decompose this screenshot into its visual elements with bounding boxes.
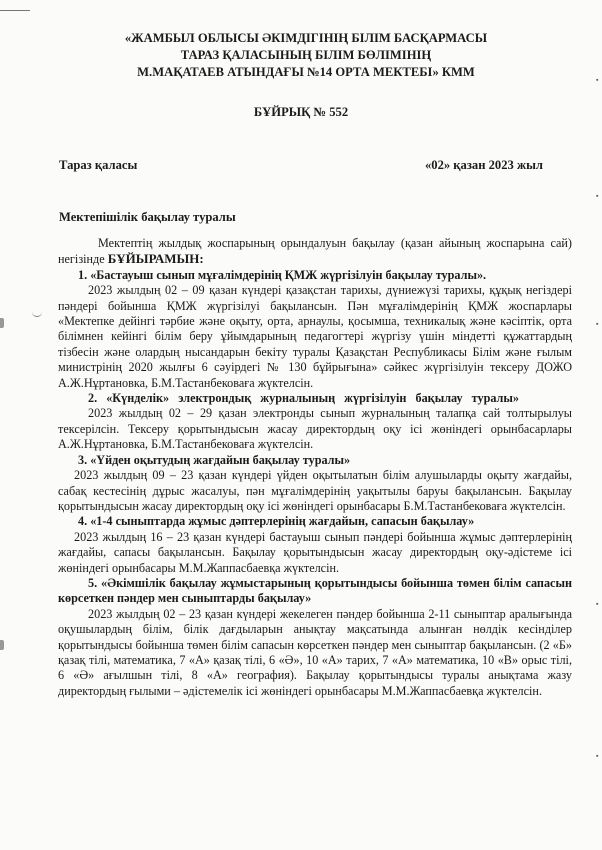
order-date: «02» қазан 2023 жыл (424, 158, 543, 172)
section-5-heading: 5. «Әкімшілік бақылау жұмыстарының қорытындысы бойынша төмен білім сапасын көрсеткен пәндер мен сыныптарды бақылау» (58, 575, 572, 606)
section-1-text: 2023 жылдың 02 – 09 қазан күндері қазақстан тарихы, дүниежүзі тарихы, құқық негіздері пәндері бойынша ҚМЖ жүргізілуі бақылансын. Пән мұғалімдерінің ҚМЖ жоспарлары «Мектепке дейінгі тәрбие және оқыту, орта, арнаулы, қосымша, техникалық және кәсіптік, орта білімнен кейінгі білім беру ұйымдарының педагогтері жүргізу үшін міндетті құжаттардың тізбесін және олардың нысандарын бекіту туралы Қазақстан Республикасы Білім және ғылым министрінің 2020 жылғы 6 сәуірдегі № 130 бұйрығына» сәйкес жүргізілуін тексеру ДОЖО А.Ж.Нұртановка, Б.М.Тастанбековаға жүктелсін. (58, 283, 572, 390)
section-3-heading: 3. «Үйден оқытудың жағдайын бақылау туралы» (78, 452, 351, 467)
scan-mark: ▪ (596, 320, 599, 328)
scan-mark: ▪ (596, 76, 599, 84)
org-line-1: «ЖАМБЫЛ ОБЛЫСЫ ӘКІМДІГІНІҢ БІЛІМ БАСҚАРМАСЫ (124, 31, 488, 45)
org-line-2: ТАРАЗ ҚАЛАСЫНЫҢ БІЛІМ БӨЛІМІНІҢ (180, 48, 432, 62)
scan-mark: ▪ (596, 192, 599, 200)
city: Тараз қаласы (59, 158, 138, 172)
scan-mark (32, 310, 42, 317)
section-5-text: 2023 жылдың 02 – 23 қазан күндері жекелеген пәндер бойынша 2-11 сыныптар аралығында оқушылардың білім, білік дағдыларын анықтау мақсатында алынған нөлдік кесінділер қорытындысы бойынша төмен білім сапасын көрсеткен пәндер мен сыныптар бақылансын. (2 «Б» қазақ тілі, математика, 7 «А» қазақ тілі, 6 «Ә», 10 «А» тарих, 7 «А» математика, 10 «В» орыс тілі, 6 «Ә» ағылшын тілі, 8 «А» география). Бақылау қорытындысы туралы анықтама жазу директордың ғылыми – әдістемелік ісі жөніндегі орынбасары М.М.Жаппасбаевқа жүктелсін. (58, 606, 572, 698)
order-body (58, 236, 572, 699)
org-line-3: М.МАҚАТАЕВ АТЫНДАҒЫ №14 ОРТА МЕКТЕБІ» КММ (137, 65, 475, 79)
scan-mark: ▪ (596, 600, 599, 608)
scan-edge-line (0, 10, 30, 11)
section-3-text: 2023 жылдың 09 – 23 қазан күндері үйден оқытылатын білім алушыларды оқыту жағдайы, сабақ кестесінің дұрыс жасалуы, пән мұғалімдерінің уақытылы баруы бақылансын. Бақылау қорытындысын жасау директордың оқу ісі жөніндегі орынбасары Б.М.Тастанбековаға жүктелсін. (58, 468, 572, 513)
intro-text: Мектептің жылдық жоспарының орындалуын бақылау (қазан айының жоспарына сай) негізінде (58, 236, 572, 267)
order-subject: Мектепішілік бақылау туралы (59, 210, 236, 224)
intro-paragraph (58, 236, 572, 268)
section-4-text: 2023 жылдың 16 – 23 қазан күндері бастауыш сынып пәндері бойынша жұмыс дәптерлерінің жағдайы, сапасы бақылансын. Бақылау қорытындысын жасау директордың оқу-әдістеме ісі жөніндегі орынбасары М.М.Жаппасбаевқа жүктелсін. (58, 529, 572, 575)
scan-mark: ▪ (596, 752, 599, 760)
order-title: БҰЙРЫҚ № 552 (253, 105, 349, 119)
intro-keyword: БҰЙЫРАМЫН: (107, 251, 204, 267)
section-1-heading: 1. «Бастауыш сынып мұғалімдерінің ҚМЖ жүргізілуін бақылау туралы». (78, 267, 487, 282)
punch-hole (0, 318, 4, 328)
section-2-text: 2023 жылдың 02 – 29 қазан электронды сынып журналының талапқа сай толтырылуы тексерілсін. Тексеру қорытындысын жасау директордың оқу ісі жөніндегі орынбасарлары А.Ж.Нұртановка, Б.М.Тастанбековаға жүктелсін. (58, 406, 572, 452)
organization-header (30, 30, 582, 81)
section-2-heading: 2. «Күнделік» электрондық журналының жүргізілуін бақылау туралы» (88, 391, 520, 406)
section-4-heading: 4. «1-4 сыныптарда жұмыс дәптерлерінің жағдайын, сапасын бақылау» (78, 514, 475, 529)
punch-hole (0, 640, 4, 650)
